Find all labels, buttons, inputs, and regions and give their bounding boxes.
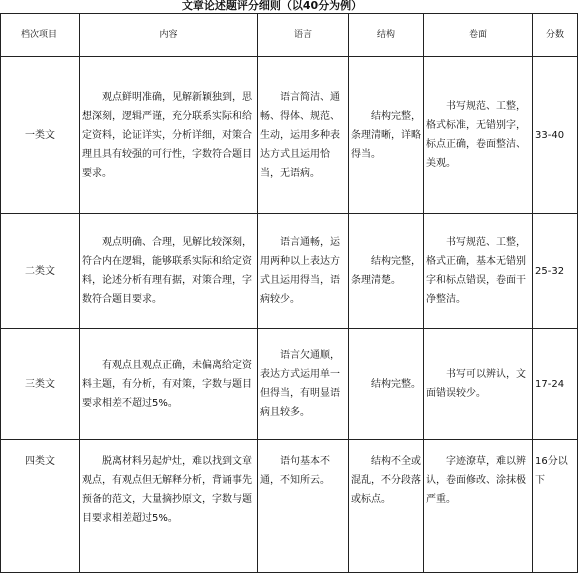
appearance-cell: 书写可以辨认，文面错误较少。 [424,329,533,440]
header-structure: 结构 [349,14,424,57]
grade-cell: 二类文 [1,214,80,329]
header-content: 内容 [80,14,258,57]
appearance-cell: 字迹潦草，难以辨认，卷面修改、涂抹极严重。 [424,440,533,573]
scoring-table [0,13,578,573]
structure-cell: 结构完整。 [349,329,424,440]
table-row [1,214,578,329]
language-cell: 语言简洁、通畅、得体、规范、生动，运用多种表达方式且运用恰当，无语病。 [258,57,349,214]
language-cell: 语句基本不通，不知所云。 [258,440,349,573]
appearance-cell: 书写规范、工整，格式标准，无错别字，标点正确，卷面整洁、美观。 [424,57,533,214]
header-grade: 档次项目 [1,14,80,57]
score-cell: 33-40 [533,57,578,214]
content-cell: 有观点且观点正确，未偏离给定资料主题，有分析，有对策，字数与题目要求相差不超过5%。 [80,329,258,440]
page-title: 文章论述题评分细则（以40分为例） [181,0,363,12]
table-row [1,329,578,440]
grade-cell: 三类文 [1,329,80,440]
grade-cell: 四类文 [1,440,80,573]
content-cell: 观点鲜明准确，见解新颖独到，思想深刻，逻辑严谨，充分联系实际和给定资料，论证详实，分析详细，对策合理且具有较强的可行性，字数符合题目要求。 [80,57,258,214]
header-score: 分数 [533,14,578,57]
score-cell: 16分以下 [533,440,578,573]
header-language: 语言 [258,14,349,57]
structure-cell: 结构不全或混乱，不分段落或标点。 [349,440,424,573]
structure-cell: 结构完整，条理清楚。 [349,214,424,329]
content-cell: 脱离材料另起炉灶，难以找到文章观点，有观点但无解释分析，背诵事先预备的范文，大量摘抄原文，字数与题目要求相差超过5%。 [80,440,258,573]
content-cell: 观点明确、合理，见解比较深刻，符合内在逻辑，能够联系实际和给定资料，论述分析有理有据，对策合理，字数符合题目要求。 [80,214,258,329]
score-cell: 25-32 [533,214,578,329]
table-row [1,440,578,573]
structure-cell: 结构完整，条理清晰，详略得当。 [349,57,424,214]
header-appearance: 卷面 [424,14,533,57]
grade-cell: 一类文 [1,57,80,214]
language-cell: 语言通畅，运用两种以上表达方式且运用得当，语病较少。 [258,214,349,329]
table-header-row [1,14,578,57]
language-cell: 语言欠通顺，表达方式运用单一但得当，有明显语病且较多。 [258,329,349,440]
score-cell: 17-24 [533,329,578,440]
table-row [1,57,578,214]
appearance-cell: 书写规范、工整，格式正确，基本无错别字和标点错误，卷面干净整洁。 [424,214,533,329]
